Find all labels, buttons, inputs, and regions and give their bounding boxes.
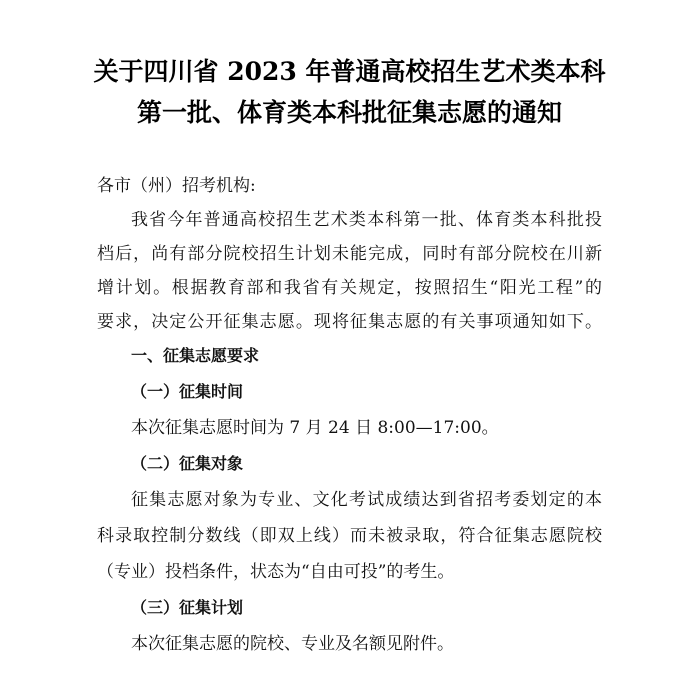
- intro-line-4: 要求，决定公开征集志愿。现将征集志愿的有关事项通知如下。: [97, 312, 602, 332]
- sub1-heading: （一）征集时间: [131, 382, 244, 401]
- sub1-text: 本次征集志愿时间为 7 月 24 日 8:00—17:00。: [131, 418, 499, 438]
- sub2-line-2: 科录取控制分数线（即双上线）而未被录取，符合征集志愿院校: [97, 526, 602, 546]
- sub2-line-1: 征集志愿对象为专业、文化考试成绩达到省招考委划定的本: [131, 490, 602, 510]
- intro-line-1: 我省今年普通高校招生艺术类本科第一批、体育类本科批投: [131, 210, 602, 230]
- document-title-line2: 第一批、体育类本科批征集志愿的通知: [136, 98, 562, 127]
- sub3-text: 本次征集志愿的院校、专业及名额见附件。: [131, 634, 454, 654]
- sub2-heading: （二）征集对象: [131, 454, 244, 473]
- document-title-line1: 关于四川省 2023 年普通高校招生艺术类本科: [93, 57, 606, 86]
- section1-heading: 一、征集志愿要求: [131, 346, 260, 365]
- sub3-heading: （三）征集计划: [131, 598, 244, 617]
- sub2-line-3: （专业）投档条件，状态为“自由可投”的考生。: [97, 562, 455, 582]
- salutation: 各市（州）招考机构:: [97, 176, 256, 196]
- intro-line-2: 档后，尚有部分院校招生计划未能完成，同时有部分院校在川新: [97, 244, 602, 264]
- intro-line-3: 增计划。根据教育部和我省有关规定，按照招生“阳光工程”的: [97, 278, 602, 298]
